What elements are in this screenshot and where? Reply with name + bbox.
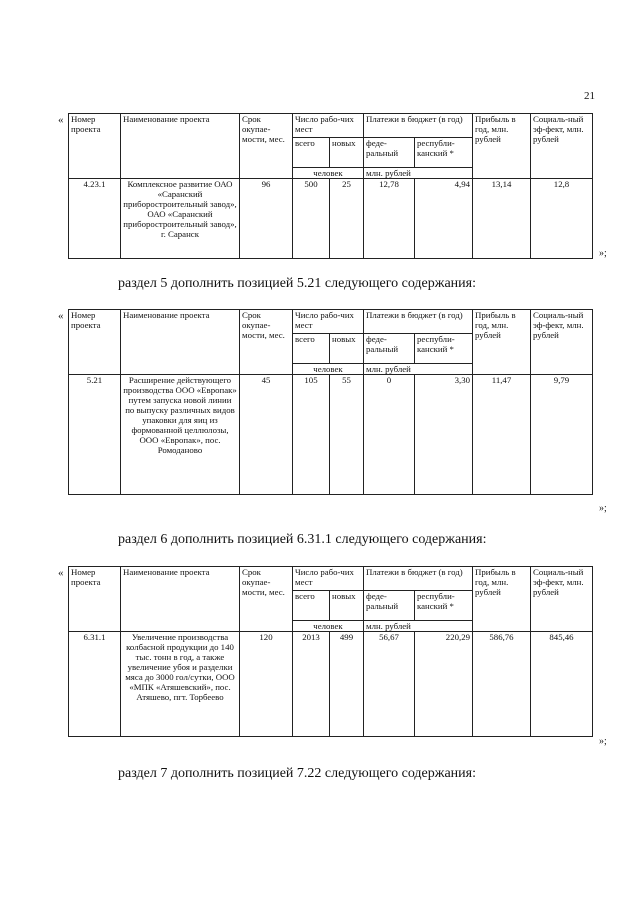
paragraph-section-5: раздел 5 дополнить позицией 5.21 следующего содержания: <box>118 276 476 291</box>
paragraph-section-6: раздел 6 дополнить позицией 6.31.1 следующего содержания: <box>118 532 487 547</box>
cell-payback: 120 <box>240 632 293 737</box>
header-payments: Платежи в бюджет (в год) <box>364 114 473 138</box>
header-name: Наименование проекта <box>121 567 240 632</box>
header-project-no: Номер проекта <box>69 567 121 632</box>
project-table-1 <box>68 113 593 259</box>
cell-project-no: 6.31.1 <box>69 632 121 737</box>
cell-federal: 56,67 <box>364 632 415 737</box>
header-payments: Платежи в бюджет (в год) <box>364 310 473 334</box>
cell-social: 845,46 <box>531 632 593 737</box>
header-republic: республи-канский * <box>415 138 473 168</box>
header-republic: республи-канский * <box>415 334 473 364</box>
cell-project-name: Комплексное развитие ОАО «Саранский приборостроительный завод», ОАО «Саранский приборостроительный завод», г. Саранск <box>121 179 240 259</box>
cell-profit: 13,14 <box>473 179 531 259</box>
cell-social: 9,79 <box>531 375 593 495</box>
cell-jobs-new: 25 <box>330 179 364 259</box>
header-social: Социаль-ный эф-фект, млн. рублей <box>531 310 593 375</box>
header-social: Социаль-ный эф-фект, млн. рублей <box>531 114 593 179</box>
header-federal: феде-ральный <box>364 138 415 168</box>
header-jobs-total: всего <box>293 138 330 168</box>
header-unit-money: млн. рублей <box>364 621 473 632</box>
page-number: 21 <box>584 90 595 102</box>
quote-close: »; <box>599 736 607 747</box>
header-project-no: Номер проекта <box>69 310 121 375</box>
header-jobs-total: всего <box>293 334 330 364</box>
quote-open: « <box>58 567 64 579</box>
cell-jobs-new: 499 <box>330 632 364 737</box>
quote-close: »; <box>599 503 607 514</box>
cell-project-name: Увеличение производства колбасной продукции до 140 тыс. тонн в год, а также увеличение убоя и разделки мяса до 3000 гол/сутки, ООО «МПК «Атяшевский», пос. Атяшево, пгт. Торбеево <box>121 632 240 737</box>
header-jobs: Число рабо-чих мест <box>293 310 364 334</box>
quote-open: « <box>58 114 64 126</box>
cell-project-name: Расширение действующего производства ООО «Европак» путем запуска новой линии по выпуску различных видов упаковки для яиц из формованной целлюлозы, ООО «Европак», пос. Ромоданово <box>121 375 240 495</box>
header-jobs: Число рабо-чих мест <box>293 567 364 591</box>
cell-project-no: 5.21 <box>69 375 121 495</box>
header-jobs-new: новых <box>330 334 364 364</box>
header-profit: Прибыль в год, млн. рублей <box>473 114 531 179</box>
header-unit-people: человек <box>293 621 364 632</box>
cell-payback: 96 <box>240 179 293 259</box>
header-unit-people: человек <box>293 168 364 179</box>
cell-social: 12,8 <box>531 179 593 259</box>
cell-profit: 11,47 <box>473 375 531 495</box>
cell-republic: 220,29 <box>415 632 473 737</box>
header-unit-people: человек <box>293 364 364 375</box>
quote-close: »; <box>599 248 607 259</box>
cell-project-no: 4.23.1 <box>69 179 121 259</box>
header-federal: феде-ральный <box>364 334 415 364</box>
header-name: Наименование проекта <box>121 310 240 375</box>
header-payback: Срок окупае-мости, мес. <box>240 310 293 375</box>
header-federal: феде-ральный <box>364 591 415 621</box>
cell-federal: 12,78 <box>364 179 415 259</box>
header-jobs-new: новых <box>330 138 364 168</box>
header-profit: Прибыль в год, млн. рублей <box>473 310 531 375</box>
cell-jobs-total: 500 <box>293 179 330 259</box>
project-table-3 <box>68 566 593 737</box>
project-table-2 <box>68 309 593 495</box>
header-unit-money: млн. рублей <box>364 168 473 179</box>
cell-republic: 3,30 <box>415 375 473 495</box>
header-payback: Срок окупае-мости, мес. <box>240 567 293 632</box>
header-project-no: Номер проекта <box>69 114 121 179</box>
header-payments: Платежи в бюджет (в год) <box>364 567 473 591</box>
header-name: Наименование проекта <box>121 114 240 179</box>
header-jobs: Число рабо-чих мест <box>293 114 364 138</box>
header-profit: Прибыль в год, млн. рублей <box>473 567 531 632</box>
header-republic: республи-канский * <box>415 591 473 621</box>
paragraph-section-7: раздел 7 дополнить позицией 7.22 следующего содержания: <box>118 766 476 781</box>
header-jobs-new: новых <box>330 591 364 621</box>
header-jobs-total: всего <box>293 591 330 621</box>
header-social: Социаль-ный эф-фект, млн. рублей <box>531 567 593 632</box>
cell-profit: 586,76 <box>473 632 531 737</box>
cell-jobs-total: 2013 <box>293 632 330 737</box>
header-unit-money: млн. рублей <box>364 364 473 375</box>
cell-payback: 45 <box>240 375 293 495</box>
cell-jobs-new: 55 <box>330 375 364 495</box>
cell-federal: 0 <box>364 375 415 495</box>
cell-republic: 4,94 <box>415 179 473 259</box>
quote-open: « <box>58 310 64 322</box>
header-payback: Срок окупае-мости, мес. <box>240 114 293 179</box>
cell-jobs-total: 105 <box>293 375 330 495</box>
